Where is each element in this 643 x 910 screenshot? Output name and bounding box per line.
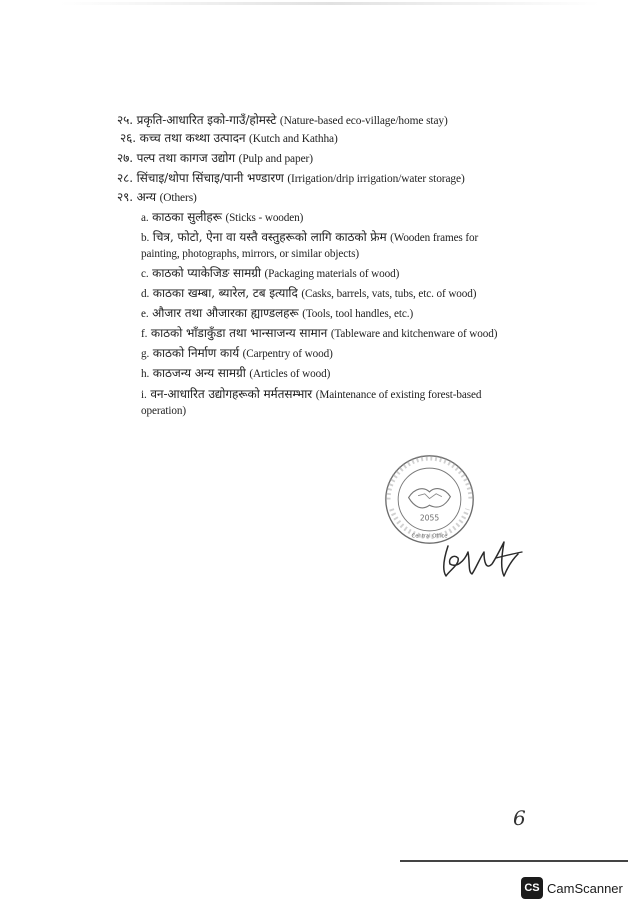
item-29 (117, 190, 197, 205)
sub-item-dev-text: काठजन्य अन्य सामग्री (152, 366, 246, 380)
page-number: 6 (513, 806, 526, 830)
sub-item-h (141, 366, 330, 381)
seal-office: Central Office (411, 533, 448, 540)
sub-item-i-continuation (141, 403, 186, 418)
item-dev-text: पल्प तथा कागज उद्योग (136, 151, 236, 165)
item-dev-text: सिंचाइ/थोपा सिंचाइ/पानी भण्डारण (136, 171, 284, 185)
handwritten-signature (434, 524, 526, 584)
item-dev-text: प्रकृति-आधारित इको-गाउँ/होमस्टे (136, 113, 277, 127)
sub-item-letter: a. (141, 212, 149, 224)
item-en-text: (Irrigation/drip irrigation/water storage) (287, 173, 465, 185)
camscanner-watermark (521, 877, 623, 899)
item-25 (117, 113, 448, 128)
seal-year: 2055 (419, 513, 440, 523)
item-en-text: (Kutch and Kathha) (249, 133, 338, 145)
sub-item-e (141, 306, 413, 321)
item-en-text: (Pulp and paper) (238, 153, 313, 165)
sub-item-letter: e. (141, 308, 149, 320)
item-number: २८. (117, 171, 133, 185)
sub-item-b (141, 230, 478, 245)
sub-item-en-text: (Sticks - wooden) (225, 212, 304, 224)
item-number: २९. (117, 190, 133, 204)
sub-item-d (141, 286, 476, 301)
scan-edge-shadow (60, 2, 600, 5)
item-dev-text: कच्च तथा कथ्था उत्पादन (139, 131, 246, 145)
sub-item-dev-text: औजार तथा औजारका ह्याण्डलहरू (152, 306, 299, 320)
item-27 (117, 151, 313, 166)
camscanner-label: CamScanner (547, 880, 623, 896)
sub-item-i (141, 387, 481, 402)
sub-item-letter: f. (141, 328, 148, 340)
item-en-text: (Others) (159, 192, 197, 204)
sub-item-letter: i. (141, 389, 147, 401)
item-28 (117, 171, 465, 186)
sub-item-letter: b. (141, 232, 150, 244)
item-number: २६. (120, 131, 136, 145)
sub-item-b-continuation (141, 246, 359, 261)
sub-item-en-text: painting, photographs, mirrors, or similar objects) (141, 248, 359, 260)
item-26 (120, 131, 338, 146)
item-dev-text: अन्य (136, 190, 156, 204)
sub-item-dev-text: काठको भाँडाकुँडा तथा भान्साजन्य सामान (150, 326, 328, 340)
sub-item-dev-text: चित्र, फोटो, ऐना वा यस्तै वस्तुहरूको लागि काठको फ्रेम (152, 230, 387, 244)
sub-item-letter: h. (141, 368, 150, 380)
sub-item-en-text: (Wooden frames for (390, 232, 479, 244)
sub-item-letter: d. (141, 288, 150, 300)
item-number: २५. (117, 113, 133, 127)
sub-item-en-text: (Packaging materials of wood) (264, 268, 400, 280)
sub-item-dev-text: काठको निर्माण कार्य (152, 346, 240, 360)
sub-item-g (141, 346, 333, 361)
item-number: २७. (117, 151, 133, 165)
camscanner-logo-icon: CS (521, 877, 543, 899)
sub-item-en-text: (Tableware and kitchenware of wood) (330, 328, 498, 340)
sub-item-en-text: (Articles of wood) (249, 368, 331, 380)
sub-item-en-text: (Tools, tool handles, etc.) (302, 308, 414, 320)
bottom-rule (400, 860, 628, 862)
sub-item-dev-text: काठका खम्बा, ब्यारेल, टब इत्यादि (152, 286, 298, 300)
sub-item-letter: g. (141, 348, 150, 360)
item-en-text: (Nature-based eco-village/home stay) (279, 115, 448, 127)
sub-item-dev-text: काठका सुलीहरू (152, 210, 222, 224)
sub-item-en-text: (Maintenance of existing forest-based (315, 389, 482, 401)
sub-item-en-text: operation) (141, 405, 186, 417)
sub-item-en-text: (Carpentry of wood) (242, 348, 333, 360)
sub-item-letter: c. (141, 268, 149, 280)
sub-item-c (141, 266, 399, 281)
sub-item-f (141, 326, 497, 341)
sub-item-en-text: (Casks, barrels, vats, tubs, etc. of wood) (301, 288, 477, 300)
sub-item-a (141, 210, 303, 225)
sub-item-dev-text: काठको प्याकेजिङ सामग्री (152, 266, 261, 280)
sub-item-dev-text: वन-आधारित उद्योगहरूको मर्मतसम्भार (150, 387, 313, 401)
